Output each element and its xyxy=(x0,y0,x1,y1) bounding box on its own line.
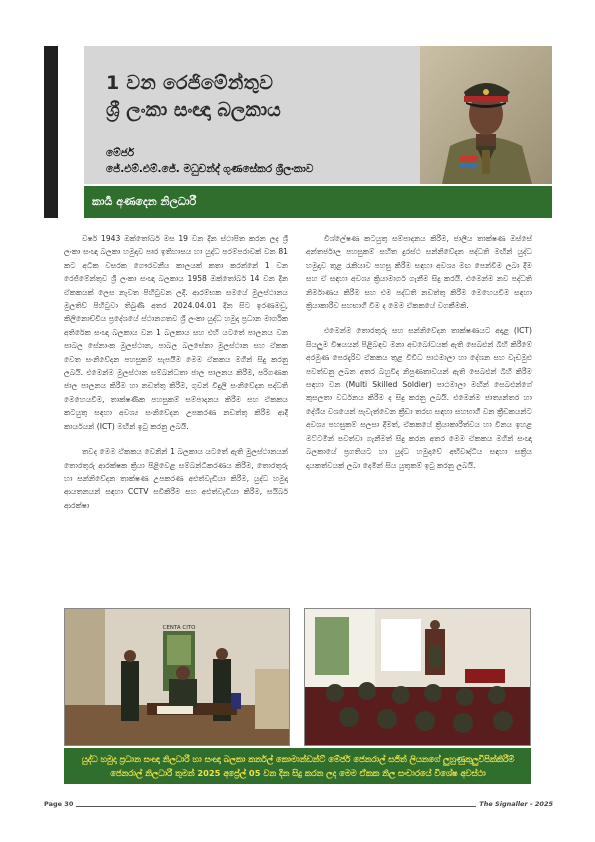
article-column-right xyxy=(306,232,532,484)
photo-caption: යුද්ධ හමුදා ප්‍රධාන සංඥා නිලධාරී හා සංඥා බලකා කර්නල් කොමාන්ඩන්ට් මේජර් ජෙනරාල් සජිත් ලියනගේ ලුහුණුකුලුවිපික්කිරීම් ජෙනරාල් නිලධාරී තුමන් 2025 අප්‍රේල් 05 වන දින සිදු කරන ලද මෙම ඒකක නිල සංචාරයේ විශේෂ අවස්ථා xyxy=(81,754,515,778)
page-subtitle: ශ්‍රී ලංකා සංඥා බලකාය xyxy=(106,99,281,121)
photo-signing-ceremony xyxy=(64,608,290,746)
banner-text: CENTA CITO xyxy=(162,625,196,631)
side-accent-bar xyxy=(44,46,58,218)
officer-rank: මේජර් xyxy=(106,147,135,159)
article-column-left xyxy=(64,232,288,524)
officer-name: ජේ.එම්.එම්.ජේ. මධුචන්ද් ගුණසේකර ශ්‍රීලංකාව xyxy=(106,163,314,175)
photo-lecture-hall xyxy=(304,608,531,746)
article-paragraph: එමෙන්ම තොරතුරු සහ සන්නිවේදන තාක්ෂණයට අදාළ (ICT) සියලුම විෂයයන් පිළිබඳව මනා අවබෝධයක් ඇති සෙබළුන් බිහි කිරීමේ අරමුණ පෙරදැරිව ඒකකය තුළ විවිධ පාඨමාලා හා දේශන සහ වැඩමුළු පවත්වනු ලබන අතර බහුවිද නිපුණතාවයන් ඇති සෙබළුන් බිහි කිරීම සඳහා වන (Multi Skilled Soldier) පාඨමාලා මඟින් සෙබළුන්ගේ කුසලතා වර්ධනය කිරීම ද සිදු කරනු ලබයි. එමෙන්ම ජාත්‍යන්තර හා දේශීය වශයෙන් පැවැත්වෙන ක්‍රීඩා තරඟ සඳහා සහභාගී වන ක්‍රීඩකයන්ට අවශ්‍ය පහසුකම් සලසා දීමත්, ඒකකයේ ක්‍රියාකාරීත්වය හා විනය ඉහළ මට්ටමින් පවත්වා ගැනීමත් සිදු කරන අතර මෙම ඒකකය මගින් සංඥා බලකායේ ප්‍රගතියට හා යුද්ධ හමුදාවේ අභිවෘද්ධිය සඳහා සක්‍රිය දායකත්වයක් ලබා දෙමින් සිය යුතුකම් ඉටු කරනු ලබයි. xyxy=(306,326,532,470)
officer-portrait xyxy=(420,46,552,184)
page-title: 1 වන රෙජිමේන්තුව xyxy=(106,72,274,94)
role-label: කාර්‍ය අණදෙන නිලධාරී xyxy=(92,195,197,208)
article-paragraph: වර්ෂ 1943 ඔක්තෝබර් මස 19 වන දින ස්ථාපිත කරන ලද ශ්‍රී ලංකා සංඥා බලකා හමුදාව පෘර ඉතිහාසය හා යුද්ධ පරම්පරාවක් වන 81 කට අධික වසරක ගෞරවනීය කාලයක් කතා කරන්නේ 1 වන රෙජිමේන්තුව ශ්‍රී ලංකා සංඥා බලකාය 1958 ඔක්තෝබර් 14 වන දින ඒකකයක් ලෙස නැවත පිහිටුවන ලදී. ආරම්භක සමයේ මුලස්ථානය මුලතිව් පිහිටුවා තිබුණි අතර 2024.04.01 දින සිට ඉරණමඩු, කිලිනොච්චිය ප්‍රදේශයේ ස්ථානගතව ශ්‍රී ලංකා යුද්ධ හමුදා ප්‍රධාන මාර්ගික අතිරේක සංඥා බලකාය වන 1 බලකාය සහ එහි යටතේ පාලනය වන පාබල සේනාංක මුලස්ථාන, පාබල බලසේනා මුලස්ථාන සහ ඒකක වෙත සංනිවේදන පහසුකම් සැපයීම මෙම ඒකකය මගින් සිදු කරනු ලබයි. එමෙන්ම මුලස්ථාන සම්බන්ධතා ජාල පාලනය කිරීම, පරිගණක ජාල පාලනය කිරීම හා නඩත්තු කිරීම, ගුවන් විදුලි සංනිවේදන පද්ධති මෙහෙයවීම, තාක්ෂණික පහසුකම් සම්පාදනය කිරීම සහ ඒකකය කටයුතු සඳහා අවශ්‍ය සංනිවේදන උපකරණ නඩත්තු කිරීම ආදී කාර්යයන් (ICT) මඟින් ඉටු කරනු ලබයි. xyxy=(64,234,288,431)
article-paragraph: තවද මෙම ඒකකය වෙනින් 1 බලකාය යටතේ ඇති මුලස්ථානයන් තොරතුරු ආරක්ෂක ක්‍රියා පිළිවෙළ සම්බන්ධීකරණය කිරීම, තොරතුරු හා සන්නිවේදන තාක්ෂණ උපකරණ අළුත්වැඩියා කිරීම, යුද්ධ හමුදා ආයතනයන් සඳහා CCTV සවිකිරීම සහ අළුත්වැඩියා කිරීම, සයිබර් ආරක්ෂා xyxy=(64,447,288,510)
magazine-name: The Signaller - 2025 xyxy=(476,800,553,808)
article-paragraph: විශ්ලේෂණ කටයුතු සම්පාදනය කිරීම, ජාලීය තාක්ෂණ ඔස්සේ අන්තර්ජාල පහසුකම් සහිත දුරස්ථ සන්නිවේදන පද්ධති මඟින් යුද්ධ හමුදාව තුළ රැකියාව පහසු කිරීම සඳහා අවශ්‍ය මඟ පෙන්වීම ලබා දීම සහ ඒ සඳහා අවශ්‍ය ක්‍රියාමාර්ග ගැනීම සිදු කරයි. එමෙන්ම නව පද්ධති නිර්මාණය කිරීම සහ එම පද්ධති නඩත්තු කිරීම මෙහෙයවීම සඳහා ක්‍රියාකාරීව සහභාගී වීම ද මෙම ඒකකයේ වගකීමකි. xyxy=(306,234,532,311)
page-number: Page 30 xyxy=(44,800,76,808)
